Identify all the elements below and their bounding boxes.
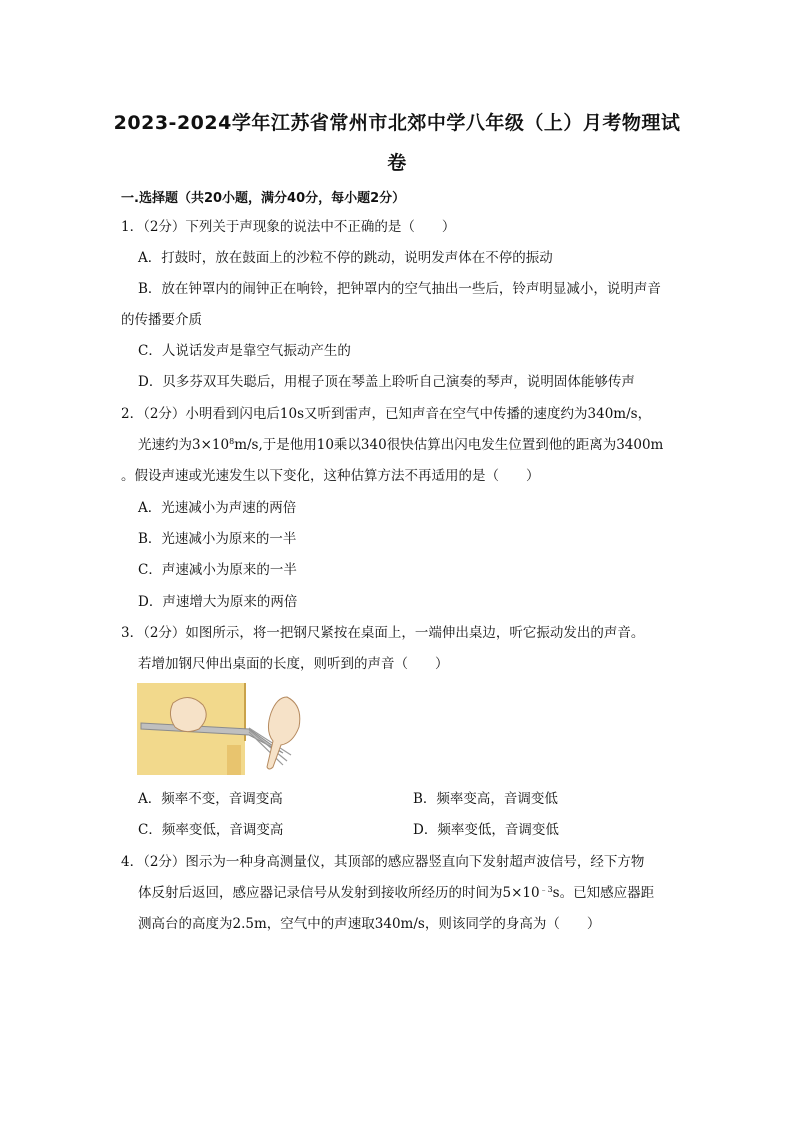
question-2-stem-line2: 光速约为$3\times 10^8m/s$,于是他用10乘以340很快估算出闪电发生位置到他的距离为3400m [138, 437, 664, 453]
q1-option-c: C．人说话发声是靠空气振动产生的 [138, 343, 351, 359]
question-4-stem-line3: 测高台的高度为2.5m，空气中的声速取340m/s，则该同学的身高为（ ） [138, 916, 601, 932]
left-hand [170, 697, 206, 731]
question-4-stem-line2: 体反射后返回，感应器记录信号从发射到接收所经历的时间为$5\times 10^{﹣3}s$。已知感应器距 [138, 885, 655, 901]
q1-option-d: D．贝多芬双耳失聪后，用棍子顶在琴盖上聆听自己演奏的琴声，说明固体能够传声 [138, 374, 635, 390]
ruler-on-table-figure [137, 683, 305, 775]
q2-option-b: B．光速减小为原来的一半 [138, 531, 297, 547]
q2-option-a: A．光速减小为声速的两倍 [138, 500, 297, 516]
table-leg [227, 745, 241, 775]
q1-option-a: A．打鼓时，放在鼓面上的沙粒不停的跳动，说明发声体在不停的振动 [138, 250, 553, 266]
q1-option-b-cont: 的传播要介质 [121, 312, 202, 328]
q3-option-d: D．频率变低，音调变低 [413, 822, 559, 838]
question-2-stem: 2．（2分）小明看到闪电后10s又听到雷声，已知声音在空气中传播的速度约为340m/s， [121, 406, 652, 422]
q2-option-d: D．声速增大为原来的两倍 [138, 594, 298, 610]
q2-option-c: C．声速减小为原来的一半 [138, 562, 297, 578]
question-2-stem-line3: 。假设声速或光速发生以下变化，这种估算方法不再适用的是（ ） [121, 468, 540, 484]
q3-option-a: A．频率不变，音调变高 [138, 791, 283, 807]
question-4-stem: 4．（2分）图示为一种身高测量仪，其顶部的感应器竖直向下发射超声波信号，经下方物 [121, 854, 645, 870]
question-1-stem: 1．（2分）下列关于声现象的说法中不正确的是（ ） [121, 219, 456, 235]
page-title: 2023-2024学年江苏省常州市北郊中学八年级（上）月考物理试 [113, 112, 681, 134]
question-3-stem-line2: 若增加钢尺伸出桌面的长度，则听到的声音（ ） [138, 656, 449, 672]
q3-option-b: B．频率变高，音调变低 [413, 791, 558, 807]
question-3-stem: 3．（2分）如图所示，将一把钢尺紧按在桌面上，一端伸出桌边，听它振动发出的声音。 [121, 625, 645, 641]
q3-option-c: C．频率变低，音调变高 [138, 822, 284, 838]
section-heading: 一.选择题（共20小题，满分40分，每小题2分） [121, 191, 406, 206]
q1-option-b: B．放在钟罩内的闹钟正在响铃，把钟罩内的空气抽出一些后，铃声明显减小，说明声音 [138, 281, 661, 297]
page-title-cont: 卷 [387, 152, 407, 174]
